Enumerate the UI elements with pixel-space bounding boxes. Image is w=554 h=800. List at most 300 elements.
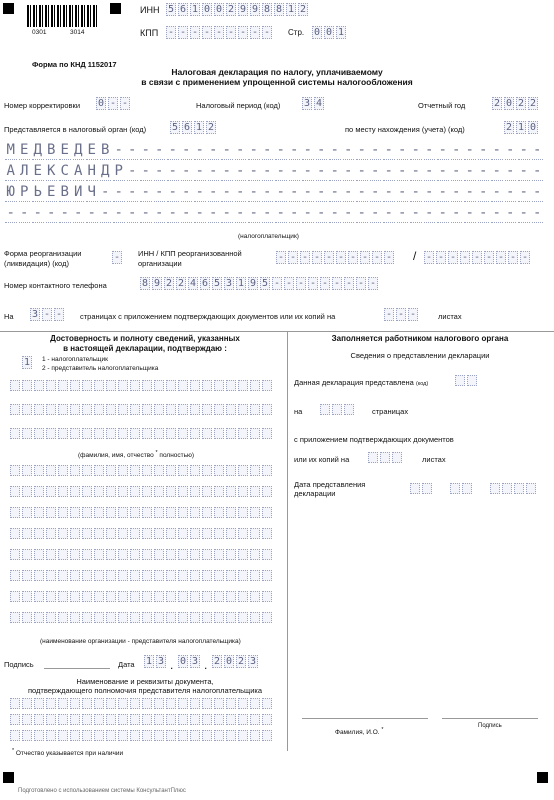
char-cell: - [519, 142, 528, 158]
grid-cell [10, 428, 20, 439]
char-cell: 5 [261, 278, 269, 289]
grid-cell [250, 698, 260, 709]
char-cell: - [485, 252, 493, 263]
char-cell: 2 [517, 98, 525, 109]
char-cell: - [273, 278, 281, 289]
char-cell: 0 [203, 4, 211, 15]
authority-field[interactable] [170, 121, 216, 134]
char-cell: - [479, 142, 488, 158]
grid-cell [202, 698, 212, 709]
char-cell: - [344, 142, 353, 158]
char-cell: - [330, 142, 339, 158]
office-date-month[interactable] [450, 483, 472, 494]
grid-cell [70, 612, 80, 623]
grid-cell [166, 428, 176, 439]
char-cell: - [239, 27, 247, 38]
char-cell: 2 [237, 656, 245, 667]
char-cell: - [385, 309, 393, 320]
grid-cell [118, 698, 128, 709]
grid-cell [214, 570, 224, 581]
char-cell: - [371, 205, 380, 221]
char-cell: - [263, 184, 272, 200]
char-cell: - [492, 184, 501, 200]
grid-row [10, 380, 272, 391]
grid-cell [178, 549, 188, 560]
grid-cell [58, 507, 68, 518]
char-cell: - [398, 142, 407, 158]
grid-cell [262, 380, 272, 391]
grid-cell [238, 528, 248, 539]
page-number-field[interactable] [312, 26, 346, 39]
char-cell: - [303, 163, 312, 179]
grid-cell [190, 428, 200, 439]
date-month[interactable] [178, 655, 200, 668]
grid-cell [202, 549, 212, 560]
char-cell: Е [47, 184, 56, 200]
grid-cell [46, 549, 56, 560]
grid-cell [262, 404, 272, 415]
option-1: 1 - налогоплательщик [42, 356, 109, 363]
reorg-inn-field[interactable] [276, 251, 394, 264]
grid-cell [190, 380, 200, 391]
grid-cell [226, 714, 236, 725]
char-cell: - [303, 184, 312, 200]
char-cell: - [497, 252, 505, 263]
form-code: Форма по КНД 1152017 [32, 60, 117, 69]
date-dot: . [170, 658, 174, 672]
char-cell: 1 [23, 357, 31, 368]
grid-cell [130, 465, 140, 476]
grid-cell [190, 507, 200, 518]
grid-cell [262, 730, 272, 741]
grid-cell [262, 549, 272, 560]
grid-cell [202, 428, 212, 439]
grid-cell [178, 507, 188, 518]
char-cell: - [276, 142, 285, 158]
grid-cell [467, 375, 477, 386]
divider [0, 331, 554, 332]
grid-cell [10, 486, 20, 497]
char-cell: - [345, 278, 353, 289]
grid-cell [70, 549, 80, 560]
grid-cell [10, 404, 20, 415]
grid-cell [106, 570, 116, 581]
grid-cell [214, 612, 224, 623]
presented-code-field[interactable] [455, 375, 477, 386]
grid-cell [202, 570, 212, 581]
char-cell: - [509, 252, 517, 263]
char-cell: 1 [337, 27, 345, 38]
slash: / [413, 249, 417, 263]
year-label: Отчетный год [418, 101, 466, 110]
char-cell: - [344, 163, 353, 179]
grid-cell [214, 404, 224, 415]
char-cell: - [128, 163, 137, 179]
char-cell: 1 [517, 122, 525, 133]
grid-cell [154, 698, 164, 709]
char-cell: - [114, 205, 123, 221]
char-cell: - [195, 205, 204, 221]
grid-cell [166, 404, 176, 415]
char-cell: - [101, 184, 110, 200]
grid-cell [118, 591, 128, 602]
char-cell: - [168, 205, 177, 221]
char-cell: - [437, 252, 445, 263]
grid-cell [166, 507, 176, 518]
date-label: Дата [118, 660, 135, 669]
barcode-left: 0301 [32, 29, 47, 36]
char-cell: 1 [191, 4, 199, 15]
char-cell: - [492, 205, 501, 221]
grid-cell [34, 698, 44, 709]
confirm-title-1: Достоверность и полноту сведений, указанных [50, 334, 240, 343]
grid-cell [106, 380, 116, 391]
grid-cell [214, 698, 224, 709]
grid-cell [58, 528, 68, 539]
char-cell: - [303, 205, 312, 221]
grid-cell [178, 404, 188, 415]
char-cell: - [249, 142, 258, 158]
grid-cell [94, 612, 104, 623]
grid-cell [94, 428, 104, 439]
char-cell: 0 [529, 122, 537, 133]
grid-cell [226, 698, 236, 709]
grid-cell [46, 507, 56, 518]
grid-cell [202, 507, 212, 518]
grid-cell [10, 730, 20, 741]
year-field[interactable] [492, 97, 538, 110]
grid-cell [34, 404, 44, 415]
char-cell: 1 [195, 122, 203, 133]
char-cell: 0 [97, 98, 105, 109]
char-cell: - [109, 98, 117, 109]
char-cell: 5 [213, 278, 221, 289]
char-cell: Л [20, 163, 29, 179]
char-cell: 9 [249, 278, 257, 289]
char-cell: - [182, 205, 191, 221]
char-cell: - [521, 252, 529, 263]
grid-cell [22, 714, 32, 725]
grid-cell [22, 404, 32, 415]
char-cell: 0 [325, 27, 333, 38]
grid-row [10, 486, 272, 497]
grid-cell [46, 404, 56, 415]
corner-marker [3, 3, 14, 14]
char-cell: Е [87, 142, 96, 158]
grid-cell [82, 612, 92, 623]
char-cell: - [222, 163, 231, 179]
reorg-inn-label-1: ИНН / КПП реорганизованной [138, 249, 242, 258]
grid-cell [190, 549, 200, 560]
barcode [27, 5, 99, 27]
grid-cell [118, 549, 128, 560]
grid-cell [202, 465, 212, 476]
char-cell: - [438, 163, 447, 179]
grid-cell [226, 428, 236, 439]
char-cell: - [473, 252, 481, 263]
char-cell: 2 [529, 98, 537, 109]
grid-cell [94, 714, 104, 725]
char-cell: 9 [251, 4, 259, 15]
confirm-title-2: в настоящей декларации, подтверждаю : [63, 344, 227, 353]
char-cell: - [425, 142, 434, 158]
char-cell: - [249, 163, 258, 179]
grid-cell [106, 465, 116, 476]
char-cell: Ч [87, 184, 96, 200]
confirm-code-field[interactable] [22, 356, 32, 369]
reorg-inn-label-2: организации [138, 259, 182, 268]
char-cell: 0 [215, 4, 223, 15]
pages-text: страницах с приложением подтверждающих документов или их копий на [80, 312, 336, 321]
char-cell: Н [87, 163, 96, 179]
char-cell: - [182, 142, 191, 158]
grid-cell [262, 486, 272, 497]
char-cell: - [452, 205, 461, 221]
grid-cell [82, 507, 92, 518]
grid-cell [82, 528, 92, 539]
grid-cell [142, 730, 152, 741]
grid-cell [118, 507, 128, 518]
char-cell: - [361, 252, 369, 263]
reorg-label-1: Форма реорганизации [4, 249, 82, 258]
char-cell: - [215, 27, 223, 38]
office-fio-line[interactable] [302, 718, 428, 719]
grid-cell [10, 465, 20, 476]
char-cell: - [330, 163, 339, 179]
reorg-kpp-field[interactable] [424, 251, 530, 264]
grid-cell [22, 380, 32, 391]
grid-cell [202, 714, 212, 725]
grid-row [10, 714, 272, 725]
char-cell: - [309, 278, 317, 289]
grid-cell [58, 486, 68, 497]
char-cell: - [55, 309, 63, 320]
grid-cell [22, 465, 32, 476]
grid-cell [94, 730, 104, 741]
grid-cell [178, 698, 188, 709]
grid-cell [70, 714, 80, 725]
char-cell: - [195, 163, 204, 179]
grid-cell [34, 549, 44, 560]
char-cell: 6 [201, 278, 209, 289]
phone-field[interactable] [140, 277, 378, 290]
office-copies-field[interactable] [368, 452, 402, 463]
char-cell: - [121, 98, 129, 109]
date-dot: . [204, 658, 208, 672]
grid-cell [118, 730, 128, 741]
grid-cell [154, 730, 164, 741]
grid-cell [178, 428, 188, 439]
char-cell: - [465, 163, 474, 179]
sign-line[interactable] [44, 668, 110, 669]
grid-cell [82, 404, 92, 415]
grid-row [10, 730, 272, 741]
date-day[interactable] [144, 655, 166, 668]
grid-cell [166, 465, 176, 476]
date-year[interactable] [212, 655, 258, 668]
grid-cell [106, 404, 116, 415]
char-cell: 2 [213, 656, 221, 667]
char-cell: 8 [141, 278, 149, 289]
grid-cell [250, 428, 260, 439]
char-cell: - [519, 205, 528, 221]
grid-cell [214, 714, 224, 725]
grid-cell [22, 486, 32, 497]
grid-cell [262, 570, 272, 581]
char-cell: - [371, 142, 380, 158]
grid-cell [22, 591, 32, 602]
grid-cell [202, 612, 212, 623]
char-cell: - [301, 252, 309, 263]
grid-row [10, 528, 272, 539]
office-fio-label: Фамилия, И.О. * [335, 727, 384, 737]
grid-cell [238, 612, 248, 623]
char-cell: - [317, 205, 326, 221]
char-cell: А [6, 163, 15, 179]
char-cell: 2 [505, 122, 513, 133]
kpp-label: КПП [140, 28, 159, 38]
char-cell: - [6, 205, 15, 221]
grid-cell [214, 428, 224, 439]
grid-cell [262, 465, 272, 476]
char-cell: 0 [313, 27, 321, 38]
grid-cell [166, 612, 176, 623]
char-cell: - [128, 205, 137, 221]
char-cell: - [492, 163, 501, 179]
grid-cell [226, 380, 236, 391]
grid-cell [166, 549, 176, 560]
char-cell: 0 [505, 98, 513, 109]
char-cell: - [449, 252, 457, 263]
grid-cell [106, 591, 116, 602]
on-label: на [294, 407, 303, 416]
char-cell: 3 [225, 278, 233, 289]
char-cell: - [114, 184, 123, 200]
grid-cell [94, 465, 104, 476]
char-cell: - [357, 163, 366, 179]
reorg-field[interactable] [112, 251, 122, 264]
grid-cell [58, 428, 68, 439]
char-cell: - [236, 205, 245, 221]
grid-cell [118, 380, 128, 391]
grid-cell [214, 465, 224, 476]
char-cell: Р [20, 184, 29, 200]
grid-cell [250, 714, 260, 725]
char-cell: - [222, 184, 231, 200]
grid-cell [46, 570, 56, 581]
grid-cell [34, 591, 44, 602]
grid-cell [34, 714, 44, 725]
office-sheets-label: листах [422, 455, 446, 464]
char-cell: - [452, 163, 461, 179]
char-cell: Е [33, 163, 42, 179]
office-date-year[interactable] [490, 483, 536, 494]
char-cell: А [74, 163, 83, 179]
char-cell: 8 [263, 4, 271, 15]
grid-cell [178, 730, 188, 741]
char-cell: - [425, 163, 434, 179]
char-cell: - [533, 163, 542, 179]
char-cell: Е [20, 142, 29, 158]
date-presented-1: Дата представления [294, 480, 366, 489]
char-cell: - [289, 252, 297, 263]
correction-label: Номер корректировки [4, 101, 81, 110]
grid-cell [214, 591, 224, 602]
grid-cell [190, 404, 200, 415]
char-cell: 5 [167, 4, 175, 15]
char-cell: - [533, 142, 542, 158]
grid-row [10, 428, 272, 439]
grid-cell [70, 465, 80, 476]
grid-row [10, 465, 272, 476]
char-cell: - [263, 163, 272, 179]
char-cell: - [290, 205, 299, 221]
grid-cell [154, 465, 164, 476]
location-field[interactable] [504, 121, 538, 134]
copies-field[interactable] [384, 308, 418, 321]
grid-cell [250, 486, 260, 497]
office-sign-line[interactable] [442, 718, 538, 719]
grid-cell [70, 591, 80, 602]
kpp-field[interactable] [166, 26, 272, 39]
grid-cell [238, 570, 248, 581]
char-cell: - [155, 184, 164, 200]
grid-cell [202, 486, 212, 497]
grid-cell [250, 612, 260, 623]
title-line-2: в связи с применением упрощенной системы налогообложения [141, 77, 413, 87]
office-date-day[interactable] [410, 483, 432, 494]
office-pages-field[interactable] [320, 404, 354, 415]
grid-cell [320, 404, 330, 415]
grid-cell [262, 698, 272, 709]
grid-cell [166, 570, 176, 581]
char-cell: - [191, 27, 199, 38]
grid-cell [130, 486, 140, 497]
grid-cell [46, 698, 56, 709]
char-cell: - [168, 184, 177, 200]
grid-cell [82, 465, 92, 476]
grid-cell [22, 507, 32, 518]
char-cell: - [155, 163, 164, 179]
taxpayer-name-row [5, 186, 544, 201]
grid-cell [58, 612, 68, 623]
grid-cell [94, 570, 104, 581]
period-field[interactable] [302, 97, 324, 110]
grid-cell [226, 465, 236, 476]
char-cell: - [128, 142, 137, 158]
grid-cell [250, 549, 260, 560]
pages-field[interactable] [30, 308, 64, 321]
char-cell: - [249, 184, 258, 200]
grid-cell [262, 591, 272, 602]
corner-marker [110, 3, 121, 14]
grid-cell [106, 698, 116, 709]
char-cell: - [222, 205, 231, 221]
sheets-label: листах [438, 312, 462, 321]
char-cell: Р [114, 163, 123, 179]
grid-cell [178, 714, 188, 725]
grid-cell [462, 483, 472, 494]
inn-field[interactable] [166, 3, 308, 16]
char-cell: И [74, 184, 83, 200]
grid-cell [34, 380, 44, 391]
grid-cell [238, 428, 248, 439]
char-cell: Ю [6, 184, 15, 200]
char-cell: 0 [179, 656, 187, 667]
correction-field[interactable] [96, 97, 130, 110]
char-cell: - [479, 205, 488, 221]
page-label: Стр. [288, 28, 305, 37]
